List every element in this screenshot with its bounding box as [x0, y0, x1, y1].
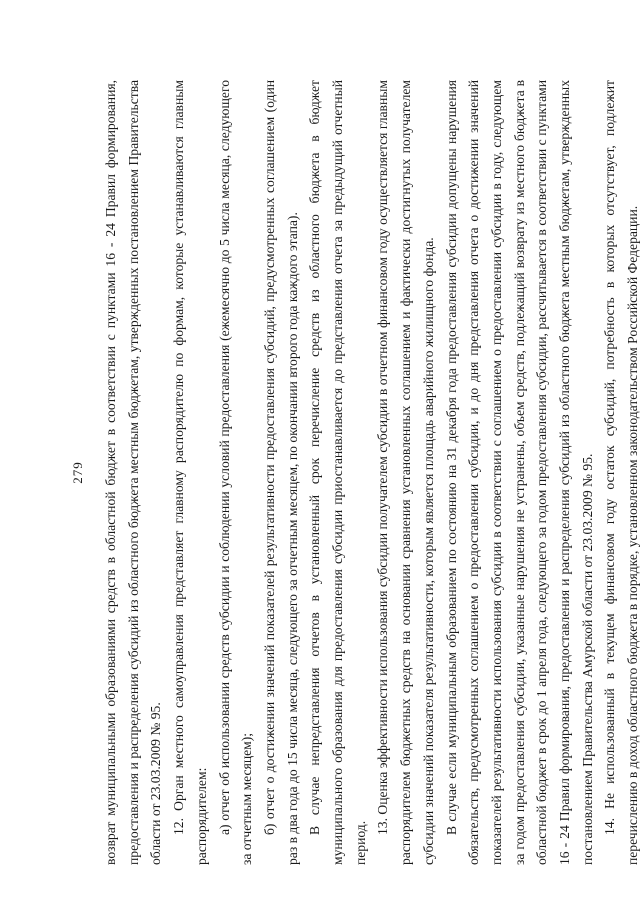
paragraph-13: 13. Оценка эффективности использования субсидии получателем субсидии в отчетном финансовом году осуществляется главным распорядителем бюджетных средств на основании сравнения установленных соглашением и фактически достигнутых получателем субсидии значений показателя результативности, которым является площадь аварийного жилищного фонда. — [375, 80, 436, 865]
paragraph-14: 14. Не использованный в текущем финансовом году остаток субсидий, потребность в которых отсутствует, подлежит перечислению в доход областного бюджета в порядке, установленном законодательством Российской Федерации. — [602, 80, 640, 865]
paragraph-12b: б) отчет о достижении значений показателей результативности предоставления субсидий, предусмотренных соглашением (один раз в два года до 15 числа месяца, следующего за отчетным месяцем, по окончании второго года каждого этапа). — [261, 80, 300, 865]
page-number: 279 — [70, 461, 85, 484]
paragraph-12-nonsubmission: В случае непредставления отчетов в установленный срок перечисление средств из областного бюджета в бюджет муниципального образования для предоставления субсидии приостанавливается до представления отчета за предыдущий отчетный период. — [307, 80, 368, 865]
rotated-document-page — [70, 80, 640, 865]
document-body — [100, 80, 640, 865]
paragraph-12a: а) отчет об использовании средств субсидии и соблюдении условий предоставления (ежемесячно до 5 числа месяца, следующего за отчетным месяцем); — [216, 80, 255, 865]
paragraph-continuation: возврат муниципальными образованиями средств в областной бюджет в соответствии с пунктами 16 - 24 Правил формирования, предоставления и распределения субсидий из областного бюджета местным бюджетам, утвержденных постановлением Правительства области от 23.03.2009 № 95. — [103, 80, 164, 865]
paragraph-13-violations: В случае если муниципальным образованием по состоянию на 31 декабря года предоставления субсидии допущены нарушения обязательств, предусмотренных соглашением о предоставлении субсидии, и до дня представления отчета о достижении значений показателей результативности использования субсидии в соответствии с соглашением о предоставлении субсидии в году, следующем за годом предоставления субсидии, указанные нарушения не устранены, объем средств, подлежащий возврату из местного бюджета в областной бюджет в срок до 1 апреля года, следующего за годом предоставления субсидии, рассчитывается в соответствии с пунктами 16 - 24 Правил формирования, предоставления и распределения субсидий из областного бюджета местным бюджетам, утвержденных постановлением Правительства Амурской области от 23.03.2009 № 95. — [443, 80, 595, 865]
paragraph-12: 12. Орган местного самоуправления представляет главному распорядителю по формам, которые устанавливаются главным распорядителем: — [171, 80, 209, 865]
